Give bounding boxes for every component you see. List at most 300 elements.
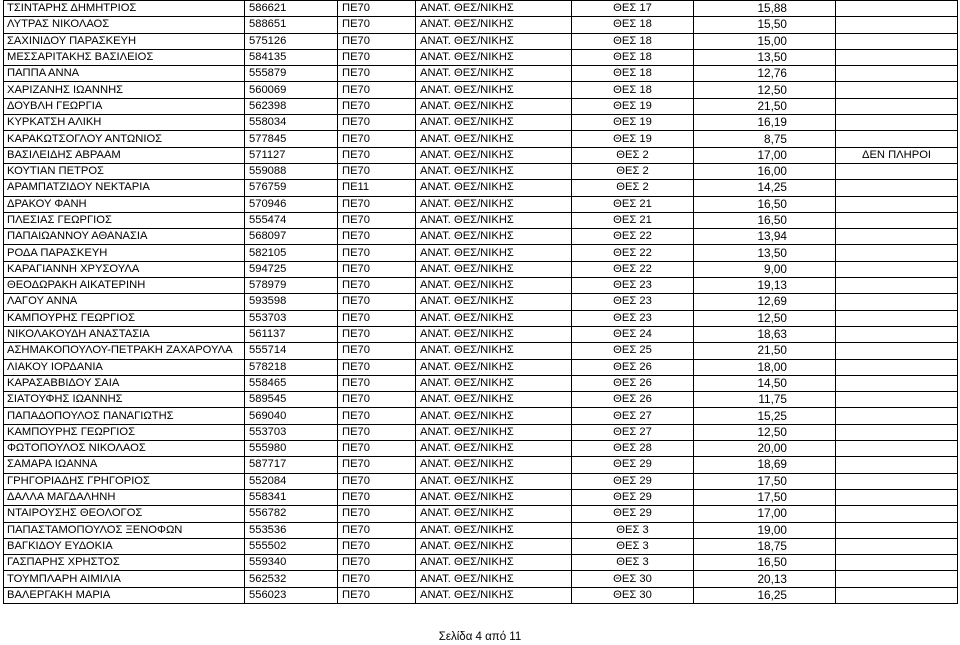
- region-cell: ΑΝΑΤ. ΘΕΣ/ΝΙΚΗΣ: [416, 506, 572, 522]
- region-cell: ΑΝΑΤ. ΘΕΣ/ΝΙΚΗΣ: [416, 538, 572, 554]
- score-cell: 19,13: [694, 278, 836, 294]
- specialty-cell: ΠΕ70: [338, 229, 416, 245]
- score-cell: 16,25: [694, 587, 836, 603]
- region-cell: ΑΝΑΤ. ΘΕΣ/ΝΙΚΗΣ: [416, 343, 572, 359]
- position-cell: ΘΕΣ 2: [572, 163, 694, 179]
- score-cell: 14,50: [694, 375, 836, 391]
- specialty-cell: ΠΕ11: [338, 180, 416, 196]
- id-cell: 555879: [245, 66, 338, 82]
- table-row: [4, 457, 958, 473]
- table-row: [4, 66, 958, 82]
- note-cell: [836, 245, 958, 261]
- score-cell: 17,00: [694, 506, 836, 522]
- name-cell: ΚΑΡΑΚΩΤΣΟΓΛΟΥ ΑΝΤΩΝΙΟΣ: [4, 131, 245, 147]
- id-cell: 558341: [245, 489, 338, 505]
- table-row: [4, 33, 958, 49]
- specialty-cell: ΠΕ70: [338, 571, 416, 587]
- name-cell: ΑΡΑΜΠΑΤΖΙΔΟΥ ΝΕΚΤΑΡΙΑ: [4, 180, 245, 196]
- name-cell: ΝΙΚΟΛΑΚΟΥΔΗ ΑΝΑΣΤΑΣΙΑ: [4, 326, 245, 342]
- name-cell: ΛΙΑΚΟΥ ΙΟΡΔΑΝΙΑ: [4, 359, 245, 375]
- region-cell: ΑΝΑΤ. ΘΕΣ/ΝΙΚΗΣ: [416, 326, 572, 342]
- position-cell: ΘΕΣ 29: [572, 457, 694, 473]
- id-cell: 587717: [245, 457, 338, 473]
- note-cell: [836, 66, 958, 82]
- id-cell: 558034: [245, 115, 338, 131]
- id-cell: 578218: [245, 359, 338, 375]
- name-cell: ΚΑΜΠΟΥΡΗΣ ΓΕΩΡΓΙΟΣ: [4, 424, 245, 440]
- position-cell: ΘΕΣ 19: [572, 115, 694, 131]
- table-row: [4, 1, 958, 17]
- position-cell: ΘΕΣ 21: [572, 196, 694, 212]
- position-cell: ΘΕΣ 18: [572, 66, 694, 82]
- id-cell: 588651: [245, 17, 338, 33]
- note-cell: [836, 82, 958, 98]
- table-row: [4, 326, 958, 342]
- name-cell: ΘΕΟΔΩΡΑΚΗ ΑΙΚΑΤΕΡΙΝΗ: [4, 278, 245, 294]
- note-cell: [836, 229, 958, 245]
- score-cell: 20,00: [694, 441, 836, 457]
- note-cell: [836, 506, 958, 522]
- id-cell: 555980: [245, 441, 338, 457]
- position-cell: ΘΕΣ 30: [572, 571, 694, 587]
- page-footer: [0, 631, 960, 643]
- note-cell: [836, 587, 958, 603]
- position-cell: ΘΕΣ 18: [572, 17, 694, 33]
- region-cell: ΑΝΑΤ. ΘΕΣ/ΝΙΚΗΣ: [416, 1, 572, 17]
- specialty-cell: ΠΕ70: [338, 587, 416, 603]
- region-cell: ΑΝΑΤ. ΘΕΣ/ΝΙΚΗΣ: [416, 82, 572, 98]
- name-cell: ΓΑΣΠΑΡΗΣ ΧΡΗΣΤΟΣ: [4, 555, 245, 571]
- specialty-cell: ΠΕ70: [338, 375, 416, 391]
- note-cell: [836, 131, 958, 147]
- position-cell: ΘΕΣ 26: [572, 359, 694, 375]
- table-row: [4, 506, 958, 522]
- note-cell: [836, 571, 958, 587]
- region-cell: ΑΝΑΤ. ΘΕΣ/ΝΙΚΗΣ: [416, 147, 572, 163]
- note-cell: [836, 180, 958, 196]
- id-cell: 552084: [245, 473, 338, 489]
- position-cell: ΘΕΣ 17: [572, 1, 694, 17]
- name-cell: ΒΑΛΕΡΓΑΚΗ ΜΑΡΙΑ: [4, 587, 245, 603]
- score-cell: 17,50: [694, 489, 836, 505]
- position-cell: ΘΕΣ 25: [572, 343, 694, 359]
- specialty-cell: ΠΕ70: [338, 441, 416, 457]
- position-cell: ΘΕΣ 23: [572, 310, 694, 326]
- id-cell: 571127: [245, 147, 338, 163]
- table-row: [4, 180, 958, 196]
- specialty-cell: ΠΕ70: [338, 326, 416, 342]
- specialty-cell: ΠΕ70: [338, 310, 416, 326]
- name-cell: ΝΤΑΙΡΟΥΣΗΣ ΘΕΟΛΟΓΟΣ: [4, 506, 245, 522]
- position-cell: ΘΕΣ 28: [572, 441, 694, 457]
- table-row: [4, 522, 958, 538]
- table-row: [4, 473, 958, 489]
- note-cell: [836, 196, 958, 212]
- region-cell: ΑΝΑΤ. ΘΕΣ/ΝΙΚΗΣ: [416, 294, 572, 310]
- id-cell: 556782: [245, 506, 338, 522]
- id-cell: 584135: [245, 49, 338, 65]
- id-cell: 553703: [245, 310, 338, 326]
- region-cell: ΑΝΑΤ. ΘΕΣ/ΝΙΚΗΣ: [416, 131, 572, 147]
- name-cell: ΛΑΓΟΥ ΑΝΝΑ: [4, 294, 245, 310]
- specialty-cell: ΠΕ70: [338, 196, 416, 212]
- position-cell: ΘΕΣ 18: [572, 49, 694, 65]
- note-cell: [836, 49, 958, 65]
- note-cell: [836, 457, 958, 473]
- specialty-cell: ΠΕ70: [338, 408, 416, 424]
- id-cell: 570946: [245, 196, 338, 212]
- table-row: [4, 98, 958, 114]
- score-cell: 15,25: [694, 408, 836, 424]
- name-cell: ΣΙΑΤΟΥΦΗΣ ΙΩΑΝΝΗΣ: [4, 392, 245, 408]
- specialty-cell: ΠΕ70: [338, 66, 416, 82]
- page-number-label: Σελίδα 4 από 11: [438, 631, 522, 643]
- region-cell: ΑΝΑΤ. ΘΕΣ/ΝΙΚΗΣ: [416, 408, 572, 424]
- note-cell: ΔΕΝ ΠΛΗΡΟΙ: [836, 147, 958, 163]
- id-cell: 561137: [245, 326, 338, 342]
- specialty-cell: ΠΕ70: [338, 115, 416, 131]
- note-cell: [836, 522, 958, 538]
- name-cell: ΚΑΡΑΓΙΑΝΝΗ ΧΡΥΣΟΥΛΑ: [4, 261, 245, 277]
- note-cell: [836, 261, 958, 277]
- name-cell: ΠΛΕΣΙΑΣ ΓΕΩΡΓΙΟΣ: [4, 212, 245, 228]
- specialty-cell: ΠΕ70: [338, 82, 416, 98]
- id-cell: 555502: [245, 538, 338, 554]
- table-row: [4, 49, 958, 65]
- position-cell: ΘΕΣ 27: [572, 424, 694, 440]
- specialty-cell: ΠΕ70: [338, 343, 416, 359]
- id-cell: 569040: [245, 408, 338, 424]
- position-cell: ΘΕΣ 21: [572, 212, 694, 228]
- position-cell: ΘΕΣ 18: [572, 33, 694, 49]
- note-cell: [836, 115, 958, 131]
- region-cell: ΑΝΑΤ. ΘΕΣ/ΝΙΚΗΣ: [416, 115, 572, 131]
- specialty-cell: ΠΕ70: [338, 278, 416, 294]
- table-row: [4, 115, 958, 131]
- id-cell: 559340: [245, 555, 338, 571]
- id-cell: 575126: [245, 33, 338, 49]
- name-cell: ΧΑΡΙΖΑΝΗΣ ΙΩΑΝΝΗΣ: [4, 82, 245, 98]
- note-cell: [836, 473, 958, 489]
- position-cell: ΘΕΣ 27: [572, 408, 694, 424]
- score-cell: 13,50: [694, 49, 836, 65]
- table-row: [4, 441, 958, 457]
- id-cell: 555714: [245, 343, 338, 359]
- region-cell: ΑΝΑΤ. ΘΕΣ/ΝΙΚΗΣ: [416, 392, 572, 408]
- table-row: [4, 343, 958, 359]
- id-cell: 553536: [245, 522, 338, 538]
- note-cell: [836, 278, 958, 294]
- position-cell: ΘΕΣ 23: [572, 278, 694, 294]
- id-cell: 568097: [245, 229, 338, 245]
- specialty-cell: ΠΕ70: [338, 131, 416, 147]
- score-cell: 21,50: [694, 343, 836, 359]
- position-cell: ΘΕΣ 26: [572, 375, 694, 391]
- name-cell: ΒΑΣΙΛΕΙΔΗΣ ΑΒΡΑΑΜ: [4, 147, 245, 163]
- score-cell: 11,75: [694, 392, 836, 408]
- id-cell: 577845: [245, 131, 338, 147]
- score-cell: 17,00: [694, 147, 836, 163]
- table-row: [4, 131, 958, 147]
- score-cell: 16,00: [694, 163, 836, 179]
- name-cell: ΣΑΧΙΝΙΔΟΥ ΠΑΡΑΣΚΕΥΗ: [4, 33, 245, 49]
- region-cell: ΑΝΑΤ. ΘΕΣ/ΝΙΚΗΣ: [416, 375, 572, 391]
- table-row: [4, 147, 958, 163]
- table-row: [4, 196, 958, 212]
- note-cell: [836, 212, 958, 228]
- score-cell: 8,75: [694, 131, 836, 147]
- name-cell: ΔΟΥΒΛΗ ΓΕΩΡΓΙΑ: [4, 98, 245, 114]
- region-cell: ΑΝΑΤ. ΘΕΣ/ΝΙΚΗΣ: [416, 98, 572, 114]
- id-cell: 562398: [245, 98, 338, 114]
- region-cell: ΑΝΑΤ. ΘΕΣ/ΝΙΚΗΣ: [416, 245, 572, 261]
- note-cell: [836, 538, 958, 554]
- table-row: [4, 82, 958, 98]
- specialty-cell: ΠΕ70: [338, 1, 416, 17]
- position-cell: ΘΕΣ 26: [572, 392, 694, 408]
- region-cell: ΑΝΑΤ. ΘΕΣ/ΝΙΚΗΣ: [416, 489, 572, 505]
- note-cell: [836, 294, 958, 310]
- note-cell: [836, 33, 958, 49]
- position-cell: ΘΕΣ 3: [572, 538, 694, 554]
- note-cell: [836, 359, 958, 375]
- specialty-cell: ΠΕ70: [338, 473, 416, 489]
- region-cell: ΑΝΑΤ. ΘΕΣ/ΝΙΚΗΣ: [416, 278, 572, 294]
- note-cell: [836, 424, 958, 440]
- specialty-cell: ΠΕ70: [338, 147, 416, 163]
- table-row: [4, 359, 958, 375]
- table-row: [4, 538, 958, 554]
- specialty-cell: ΠΕ70: [338, 261, 416, 277]
- specialty-cell: ΠΕ70: [338, 294, 416, 310]
- score-cell: 12,69: [694, 294, 836, 310]
- table-row: [4, 294, 958, 310]
- position-cell: ΘΕΣ 23: [572, 294, 694, 310]
- name-cell: ΛΥΤΡΑΣ ΝΙΚΟΛΑΟΣ: [4, 17, 245, 33]
- score-cell: 18,75: [694, 538, 836, 554]
- id-cell: 556023: [245, 587, 338, 603]
- note-cell: [836, 98, 958, 114]
- table-row: [4, 392, 958, 408]
- note-cell: [836, 375, 958, 391]
- name-cell: ΚΟΥΤΙΑΝ ΠΕΤΡΟΣ: [4, 163, 245, 179]
- id-cell: 553703: [245, 424, 338, 440]
- specialty-cell: ΠΕ70: [338, 522, 416, 538]
- score-cell: 12,50: [694, 82, 836, 98]
- score-cell: 18,63: [694, 326, 836, 342]
- region-cell: ΑΝΑΤ. ΘΕΣ/ΝΙΚΗΣ: [416, 163, 572, 179]
- position-cell: ΘΕΣ 19: [572, 98, 694, 114]
- table-row: [4, 489, 958, 505]
- position-cell: ΘΕΣ 22: [572, 245, 694, 261]
- position-cell: ΘΕΣ 2: [572, 147, 694, 163]
- note-cell: [836, 441, 958, 457]
- region-cell: ΑΝΑΤ. ΘΕΣ/ΝΙΚΗΣ: [416, 310, 572, 326]
- note-cell: [836, 326, 958, 342]
- region-cell: ΑΝΑΤ. ΘΕΣ/ΝΙΚΗΣ: [416, 587, 572, 603]
- position-cell: ΘΕΣ 29: [572, 473, 694, 489]
- id-cell: 560069: [245, 82, 338, 98]
- region-cell: ΑΝΑΤ. ΘΕΣ/ΝΙΚΗΣ: [416, 212, 572, 228]
- name-cell: ΠΑΠΑΣΤΑΜΟΠΟΥΛΟΣ ΞΕΝΟΦΩΝ: [4, 522, 245, 538]
- table-row: [4, 261, 958, 277]
- specialty-cell: ΠΕ70: [338, 392, 416, 408]
- score-cell: 16,50: [694, 212, 836, 228]
- specialty-cell: ΠΕ70: [338, 424, 416, 440]
- table-row: [4, 163, 958, 179]
- id-cell: 593598: [245, 294, 338, 310]
- region-cell: ΑΝΑΤ. ΘΕΣ/ΝΙΚΗΣ: [416, 555, 572, 571]
- position-cell: ΘΕΣ 3: [572, 555, 694, 571]
- specialty-cell: ΠΕ70: [338, 245, 416, 261]
- name-cell: ΠΑΠΑΔΟΠΟΥΛΟΣ ΠΑΝΑΓΙΩΤΗΣ: [4, 408, 245, 424]
- score-cell: 16,50: [694, 555, 836, 571]
- position-cell: ΘΕΣ 24: [572, 326, 694, 342]
- region-cell: ΑΝΑΤ. ΘΕΣ/ΝΙΚΗΣ: [416, 180, 572, 196]
- position-cell: ΘΕΣ 3: [572, 522, 694, 538]
- specialty-cell: ΠΕ70: [338, 506, 416, 522]
- note-cell: [836, 1, 958, 17]
- specialty-cell: ΠΕ70: [338, 212, 416, 228]
- score-cell: 15,00: [694, 33, 836, 49]
- id-cell: 594725: [245, 261, 338, 277]
- position-cell: ΘΕΣ 18: [572, 82, 694, 98]
- position-cell: ΘΕΣ 29: [572, 506, 694, 522]
- table-body: [4, 1, 958, 604]
- region-cell: ΑΝΑΤ. ΘΕΣ/ΝΙΚΗΣ: [416, 196, 572, 212]
- region-cell: ΑΝΑΤ. ΘΕΣ/ΝΙΚΗΣ: [416, 17, 572, 33]
- region-cell: ΑΝΑΤ. ΘΕΣ/ΝΙΚΗΣ: [416, 571, 572, 587]
- score-cell: 15,50: [694, 17, 836, 33]
- name-cell: ΓΡΗΓΟΡΙΑΔΗΣ ΓΡΗΓΟΡΙΟΣ: [4, 473, 245, 489]
- region-cell: ΑΝΑΤ. ΘΕΣ/ΝΙΚΗΣ: [416, 441, 572, 457]
- note-cell: [836, 489, 958, 505]
- specialty-cell: ΠΕ70: [338, 49, 416, 65]
- id-cell: 559088: [245, 163, 338, 179]
- note-cell: [836, 408, 958, 424]
- score-cell: 17,50: [694, 473, 836, 489]
- id-cell: 558465: [245, 375, 338, 391]
- score-cell: 21,50: [694, 98, 836, 114]
- region-cell: ΑΝΑΤ. ΘΕΣ/ΝΙΚΗΣ: [416, 359, 572, 375]
- score-cell: 20,13: [694, 571, 836, 587]
- candidate-table: [3, 0, 958, 604]
- specialty-cell: ΠΕ70: [338, 555, 416, 571]
- name-cell: ΡΟΔΑ ΠΑΡΑΣΚΕΥΗ: [4, 245, 245, 261]
- table-row: [4, 278, 958, 294]
- region-cell: ΑΝΑΤ. ΘΕΣ/ΝΙΚΗΣ: [416, 49, 572, 65]
- table-row: [4, 424, 958, 440]
- name-cell: ΔΡΑΚΟΥ ΦΑΝΗ: [4, 196, 245, 212]
- position-cell: ΘΕΣ 2: [572, 180, 694, 196]
- note-cell: [836, 343, 958, 359]
- region-cell: ΑΝΑΤ. ΘΕΣ/ΝΙΚΗΣ: [416, 473, 572, 489]
- score-cell: 14,25: [694, 180, 836, 196]
- position-cell: ΘΕΣ 30: [572, 587, 694, 603]
- id-cell: 562532: [245, 571, 338, 587]
- note-cell: [836, 17, 958, 33]
- score-cell: 12,50: [694, 424, 836, 440]
- score-cell: 19,00: [694, 522, 836, 538]
- region-cell: ΑΝΑΤ. ΘΕΣ/ΝΙΚΗΣ: [416, 261, 572, 277]
- score-cell: 16,19: [694, 115, 836, 131]
- id-cell: 586621: [245, 1, 338, 17]
- region-cell: ΑΝΑΤ. ΘΕΣ/ΝΙΚΗΣ: [416, 424, 572, 440]
- score-cell: 13,94: [694, 229, 836, 245]
- name-cell: ΔΑΛΛΑ ΜΑΓΔΑΛΗΝΗ: [4, 489, 245, 505]
- table-row: [4, 587, 958, 603]
- score-cell: 12,50: [694, 310, 836, 326]
- id-cell: 576759: [245, 180, 338, 196]
- specialty-cell: ΠΕ70: [338, 17, 416, 33]
- score-cell: 15,88: [694, 1, 836, 17]
- id-cell: 582105: [245, 245, 338, 261]
- position-cell: ΘΕΣ 19: [572, 131, 694, 147]
- score-cell: 9,00: [694, 261, 836, 277]
- table-row: [4, 229, 958, 245]
- position-cell: ΘΕΣ 22: [572, 261, 694, 277]
- table-row: [4, 310, 958, 326]
- score-cell: 18,69: [694, 457, 836, 473]
- note-cell: [836, 163, 958, 179]
- name-cell: ΤΣΙΝΤΑΡΗΣ ΔΗΜΗΤΡΙΟΣ: [4, 1, 245, 17]
- region-cell: ΑΝΑΤ. ΘΕΣ/ΝΙΚΗΣ: [416, 522, 572, 538]
- table-row: [4, 408, 958, 424]
- position-cell: ΘΕΣ 22: [572, 229, 694, 245]
- table-row: [4, 555, 958, 571]
- name-cell: ΠΑΠΑΙΩΑΝΝΟΥ ΑΘΑΝΑΣΙΑ: [4, 229, 245, 245]
- specialty-cell: ΠΕ70: [338, 538, 416, 554]
- name-cell: ΚΥΡΚΑΤΣΗ ΑΛΙΚΗ: [4, 115, 245, 131]
- position-cell: ΘΕΣ 29: [572, 489, 694, 505]
- id-cell: 578979: [245, 278, 338, 294]
- table-row: [4, 17, 958, 33]
- specialty-cell: ΠΕ70: [338, 457, 416, 473]
- specialty-cell: ΠΕ70: [338, 98, 416, 114]
- note-cell: [836, 555, 958, 571]
- name-cell: ΤΟΥΜΠΛΑΡΗ ΑΙΜΙΛΙΑ: [4, 571, 245, 587]
- name-cell: ΑΣΗΜΑΚΟΠΟΥΛΟΥ-ΠΕΤΡΑΚΗ ΖΑΧΑΡΟΥΛΑ: [4, 343, 245, 359]
- score-cell: 12,76: [694, 66, 836, 82]
- name-cell: ΒΑΓΚΙΔΟΥ ΕΥΔΟΚΙΑ: [4, 538, 245, 554]
- score-cell: 16,50: [694, 196, 836, 212]
- name-cell: ΣΑΜΑΡΑ ΙΩΑΝΝΑ: [4, 457, 245, 473]
- name-cell: ΚΑΜΠΟΥΡΗΣ ΓΕΩΡΓΙΟΣ: [4, 310, 245, 326]
- specialty-cell: ΠΕ70: [338, 359, 416, 375]
- specialty-cell: ΠΕ70: [338, 489, 416, 505]
- name-cell: ΜΕΣΣΑΡΙΤΑΚΗΣ ΒΑΣΙΛΕΙΟΣ: [4, 49, 245, 65]
- table-row: [4, 212, 958, 228]
- region-cell: ΑΝΑΤ. ΘΕΣ/ΝΙΚΗΣ: [416, 33, 572, 49]
- table-row: [4, 375, 958, 391]
- table-row: [4, 571, 958, 587]
- region-cell: ΑΝΑΤ. ΘΕΣ/ΝΙΚΗΣ: [416, 66, 572, 82]
- region-cell: ΑΝΑΤ. ΘΕΣ/ΝΙΚΗΣ: [416, 457, 572, 473]
- name-cell: ΚΑΡΑΣΑΒΒΙΔΟΥ ΣΑΙΑ: [4, 375, 245, 391]
- specialty-cell: ΠΕ70: [338, 163, 416, 179]
- id-cell: 555474: [245, 212, 338, 228]
- name-cell: ΠΑΠΠΑ ΑΝΝΑ: [4, 66, 245, 82]
- id-cell: 589545: [245, 392, 338, 408]
- table-row: [4, 245, 958, 261]
- specialty-cell: ΠΕ70: [338, 33, 416, 49]
- score-cell: 18,00: [694, 359, 836, 375]
- note-cell: [836, 392, 958, 408]
- name-cell: ΦΩΤΟΠΟΥΛΟΣ ΝΙΚΟΛΑΟΣ: [4, 441, 245, 457]
- score-cell: 13,50: [694, 245, 836, 261]
- region-cell: ΑΝΑΤ. ΘΕΣ/ΝΙΚΗΣ: [416, 229, 572, 245]
- note-cell: [836, 310, 958, 326]
